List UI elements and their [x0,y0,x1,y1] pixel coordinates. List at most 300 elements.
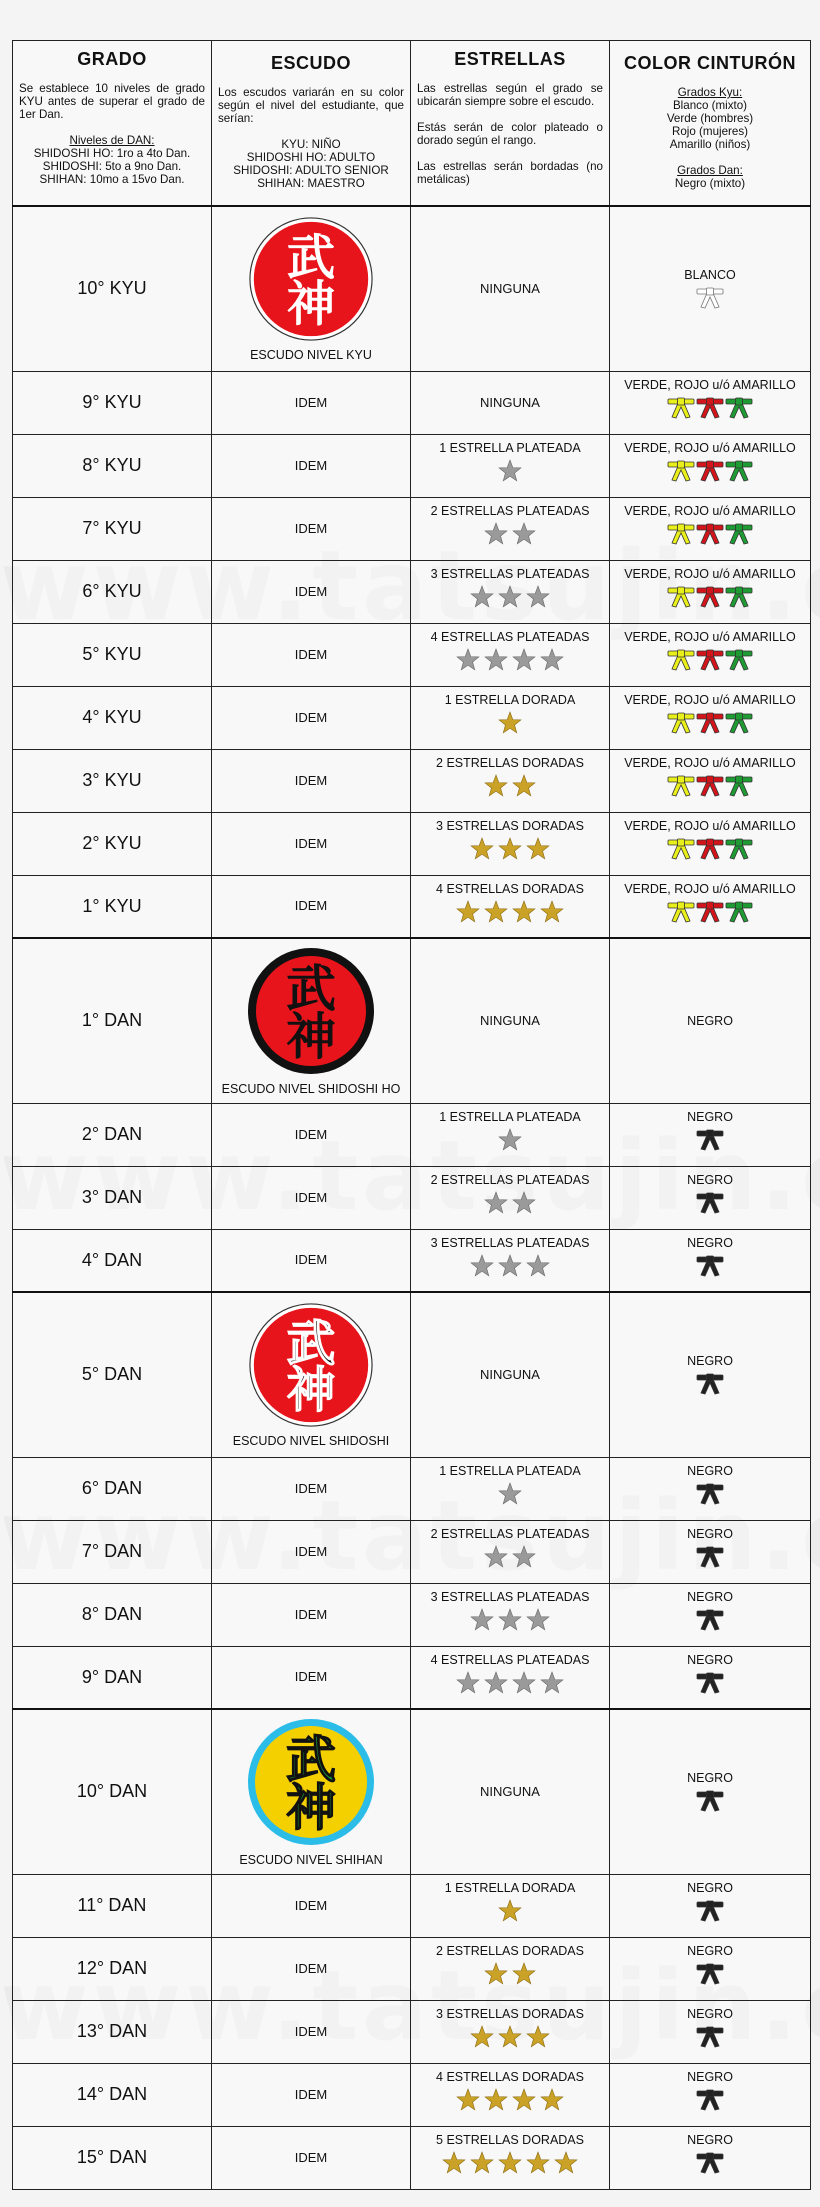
emblem-wrap [212,1302,410,1448]
grade-row [13,2063,811,2126]
idem-label: IDEM [294,1126,328,1142]
estrellas-cell [411,749,610,812]
yellow-belt-icon [667,395,695,419]
estrellas-cell [411,938,610,1103]
belts-row [696,1898,724,1922]
grado-label: 4° DAN [81,1249,143,1270]
grade-table [12,40,811,2190]
belt-wrap [610,1458,810,1505]
star-icon [498,1608,522,1632]
header-color [610,41,811,207]
belts-row [696,2150,724,2174]
stars-row [498,459,522,483]
star-icon [540,648,564,672]
stars-none-label: NINGUNA [480,1366,540,1382]
star-icon [484,1545,508,1569]
escudo-cell [212,371,411,434]
idem-label: IDEM [294,835,328,851]
star-icon [456,900,480,924]
stars-row [470,1254,550,1278]
stars-none-label: NINGUNA [480,280,540,296]
stars-label: 3 ESTRELLAS PLATEADAS [430,1235,590,1250]
star-icon [512,1671,536,1695]
grado-cell [13,2000,212,2063]
escudo-cell [212,686,411,749]
black-belt-icon [696,1371,724,1395]
green-belt-icon [725,710,753,734]
grado-label: 11° DAN [77,1895,147,1915]
idem-label: IDEM [294,1897,328,1913]
red-belt-icon [696,458,724,482]
belt-wrap [610,268,810,309]
grado-cell [13,1457,212,1520]
stars-row [498,1899,522,1923]
idem-label: IDEM [294,2149,328,2165]
grado-cell [13,938,212,1103]
cinturon-cell [610,1457,811,1520]
grade-row [13,2000,811,2063]
cinturon-cell [610,812,811,875]
estrellas-cell [411,206,610,371]
yellow-belt-icon [667,521,695,545]
green-belt-icon [725,836,753,860]
bujinkan-emblem [248,1302,374,1428]
grado-cell [13,2126,212,2189]
belts-row [696,1127,724,1151]
cinturon-cell [610,1709,811,1874]
grade-row [13,1709,811,1874]
cinturon-cell [610,2063,811,2126]
belt-label: VERDE, ROJO u/ó AMARILLO [624,692,796,707]
estrellas-cell [411,1166,610,1229]
emblem-glyph: 神 [286,1361,336,1419]
star-icon [526,1254,550,1278]
cinturon-cell [610,2126,811,2189]
belt-wrap [610,2001,810,2048]
black-belt-icon [696,1190,724,1214]
stars-label: 2 ESTRELLAS PLATEADAS [430,1526,590,1541]
estrellas-cell [411,623,610,686]
star-icon [512,522,536,546]
belt-wrap [610,813,810,860]
cinturon-cell [610,371,811,434]
header-escudo-intro: Los escudos variarán en su color según el nivel del estudiante, que serían: [218,86,404,125]
header-color-kyu-line: Verde (hombres) [666,112,754,125]
belt-label: BLANCO [684,268,736,283]
yellow-belt-icon [667,710,695,734]
cinturon-cell [610,560,811,623]
green-belt-icon [725,458,753,482]
belt-wrap [610,750,810,797]
star-icon [484,1962,508,1986]
black-belt-icon [696,2087,724,2111]
grade-row [13,2126,811,2189]
grado-cell [13,686,212,749]
stars-wrap [411,876,609,924]
black-belt-icon [696,1253,724,1277]
star-icon [540,2088,564,2112]
cinturon-cell [610,749,811,812]
yellow-belt-icon [667,836,695,860]
star-icon [498,837,522,861]
stars-wrap [411,435,609,483]
grade-row [13,1646,811,1709]
belt-label: VERDE, ROJO u/ó AMARILLO [624,377,796,392]
header-grado-dan-line: SHIHAN: 10mo a 15vo Dan. [39,173,185,186]
red-belt-icon [696,395,724,419]
stars-label: 3 ESTRELLAS DORADAS [436,2006,584,2021]
grado-label: 7° KYU [82,518,142,538]
belt-wrap [610,1354,810,1395]
black-belt-icon [696,1788,724,1812]
grado-label: 2° DAN [81,1124,143,1144]
escudo-cell [212,1166,411,1229]
grado-cell [13,749,212,812]
belt-label: NEGRO [687,1943,733,1958]
header-grado-dan-line: SHIDOSHI: 5to a 9no Dan. [42,160,182,173]
belt-wrap [610,1521,810,1568]
stars-label: 4 ESTRELLAS DORADAS [436,2069,584,2084]
idem-label: IDEM [294,1252,328,1268]
header-color-kyu-title: Grados Kyu: [677,86,743,99]
stars-row [470,2025,550,2049]
black-belt-icon [696,1961,724,1985]
bujinkan-emblem [246,1717,376,1847]
grado-cell [13,1229,212,1292]
idem-label: IDEM [294,2023,328,2039]
header-color-title: COLOR CINTURÓN [624,53,796,73]
grade-row [13,938,811,1103]
belt-wrap [610,1584,810,1631]
belts-row [667,647,753,671]
emblem-caption: ESCUDO NIVEL SHIDOSHI HO [221,1081,401,1096]
star-icon [470,1254,494,1278]
grado-cell [13,371,212,434]
stars-wrap [411,498,609,546]
grado-cell [13,1292,212,1457]
stars-wrap [411,2064,609,2112]
escudo-cell [212,1292,411,1457]
belt-label: VERDE, ROJO u/ó AMARILLO [624,440,796,455]
cinturon-cell [610,1520,811,1583]
green-belt-icon [725,899,753,923]
red-belt-icon [696,584,724,608]
idem-label: IDEM [294,646,328,662]
belt-wrap [610,687,810,734]
stars-wrap [411,1584,609,1632]
belt-wrap [610,498,810,545]
belt-label: NEGRO [687,1463,733,1478]
belt-label: NEGRO [687,2132,733,2147]
idem-label: IDEM [294,394,328,410]
escudo-cell [212,434,411,497]
stars-row [456,648,564,672]
stars-label: 1 ESTRELLA DORADA [444,1880,576,1895]
cinturon-cell [610,1646,811,1709]
stars-wrap [411,1647,609,1695]
idem-label: IDEM [294,2086,328,2102]
stars-row [484,1545,536,1569]
grado-cell [13,1103,212,1166]
cinturon-cell [610,1937,811,2000]
grado-cell [13,2063,212,2126]
header-grado-dan-title: Niveles de DAN: [69,134,155,147]
star-icon [526,837,550,861]
escudo-cell [212,812,411,875]
grado-label: 14° DAN [76,2084,148,2104]
belts-row [667,773,753,797]
red-belt-icon [696,710,724,734]
stars-wrap [411,1521,609,1569]
grade-row [13,206,811,371]
star-icon [498,1482,522,1506]
belt-wrap [610,1104,810,1151]
grado-label: 8° KYU [82,455,142,475]
grado-label: 15° DAN [76,2147,148,2167]
grado-label: 9° KYU [82,392,142,412]
stars-wrap [411,750,609,798]
grado-label: 7° DAN [81,1541,143,1561]
cinturon-cell [610,1229,811,1292]
yellow-belt-icon [667,647,695,671]
red-belt-icon [696,773,724,797]
stars-row [470,1608,550,1632]
stars-row [498,1128,522,1152]
belt-label: NEGRO [687,1354,733,1369]
estrellas-cell [411,1520,610,1583]
header-estrellas-p3: Las estrellas serán bordadas (no metálicas) [417,160,603,186]
cinturon-cell [610,2000,811,2063]
idem-label: IDEM [294,1606,328,1622]
belt-label: VERDE, ROJO u/ó AMARILLO [624,818,796,833]
grado-cell [13,560,212,623]
header-estrellas-title: ESTRELLAS [454,49,566,69]
stars-row [442,2151,578,2175]
escudo-cell [212,2000,411,2063]
stars-wrap [411,1104,609,1152]
idem-label: IDEM [294,1480,328,1496]
belt-wrap [610,372,810,419]
estrellas-cell [411,1709,610,1874]
green-belt-icon [725,584,753,608]
star-icon [498,1254,522,1278]
idem-label: IDEM [294,1189,328,1205]
grade-row [13,1583,811,1646]
belt-wrap [610,1647,810,1694]
emblem-glyph: 神 [286,1006,336,1066]
escudo-cell [212,1103,411,1166]
green-belt-icon [725,521,753,545]
escudo-cell [212,938,411,1103]
stars-label: 3 ESTRELLAS PLATEADAS [430,566,590,581]
grado-label: 9° DAN [81,1666,143,1687]
star-icon [484,2088,508,2112]
stars-wrap [411,1458,609,1506]
belt-label: VERDE, ROJO u/ó AMARILLO [624,881,796,896]
escudo-cell [212,1457,411,1520]
star-icon [484,900,508,924]
star-icon [456,1671,480,1695]
grado-cell [13,875,212,938]
idem-label: IDEM [294,1960,328,1976]
belts-row [696,1788,724,1812]
stars-row [470,837,550,861]
green-belt-icon [725,647,753,671]
grado-label: 13° DAN [76,2021,148,2041]
header-grado-dan-line: SHIDOSHI HO: 1ro a 4to Dan. [33,147,191,160]
bujinkan-emblem [248,216,374,342]
star-icon [470,585,494,609]
estrellas-cell [411,371,610,434]
escudo-cell [212,1646,411,1709]
grade-row [13,875,811,938]
header-color-kyu-line: Rojo (mujeres) [671,125,749,138]
grado-cell [13,1520,212,1583]
grado-label: 2° KYU [82,833,142,853]
star-icon [512,648,536,672]
belt-wrap [610,435,810,482]
escudo-cell [212,2126,411,2189]
grado-cell [13,1166,212,1229]
belts-row [696,1253,724,1277]
belt-label: VERDE, ROJO u/ó AMARILLO [624,629,796,644]
belt-label: NEGRO [687,2006,733,2021]
cinturon-cell [610,206,811,371]
yellow-belt-icon [667,773,695,797]
stars-row [484,1191,536,1215]
star-icon [442,2151,466,2175]
stars-wrap [411,813,609,861]
black-belt-icon [696,1898,724,1922]
cinturon-cell [610,434,811,497]
cinturon-cell [610,1292,811,1457]
emblem-caption: ESCUDO NIVEL SHIDOSHI [232,1433,390,1448]
black-belt-icon [696,2150,724,2174]
emblem-wrap [212,216,410,362]
belts-row [696,1670,724,1694]
grado-cell [13,1937,212,2000]
escudo-cell [212,1937,411,2000]
belts-row [696,2087,724,2111]
escudo-cell [212,1520,411,1583]
cinturon-cell [610,1103,811,1166]
star-icon [498,459,522,483]
grado-label: 1° DAN [81,1010,143,1031]
header-escudo-line: SHIDOSHI HO: ADULTO [246,151,376,164]
belts-row [696,1371,724,1395]
belt-label: NEGRO [687,1652,733,1667]
estrellas-cell [411,1457,610,1520]
stars-none-label: NINGUNA [480,1012,540,1028]
belt-wrap [610,1938,810,1985]
grado-cell [13,1709,212,1874]
grado-label: 10° DAN [76,1781,148,1802]
escudo-cell [212,1874,411,1937]
grado-label: 1° KYU [82,895,142,916]
grade-row [13,1292,811,1457]
belt-wrap [610,2064,810,2111]
star-icon [526,2025,550,2049]
idem-label: IDEM [294,1543,328,1559]
star-icon [512,900,536,924]
belt-label: NEGRO [687,1109,733,1124]
belts-row [696,1607,724,1631]
stars-row [484,1962,536,1986]
stars-label: 1 ESTRELLA PLATEADA [439,440,581,455]
stars-wrap [411,561,609,609]
belts-row [696,2024,724,2048]
red-belt-icon [696,836,724,860]
black-belt-icon [696,1670,724,1694]
cinturon-cell [610,686,811,749]
cinturon-cell [610,1583,811,1646]
stars-wrap [411,2127,609,2175]
estrellas-cell [411,1292,610,1457]
star-icon [498,1128,522,1152]
stars-label: 4 ESTRELLAS PLATEADAS [430,1652,590,1667]
estrellas-cell [411,1229,610,1292]
grado-label: 6° DAN [81,1478,143,1498]
cinturon-cell [610,497,811,560]
star-icon [526,2151,550,2175]
header-color-dan-title: Grados Dan: [677,164,743,177]
star-icon [498,1899,522,1923]
estrellas-cell [411,560,610,623]
grade-row [13,623,811,686]
stars-row [498,711,522,735]
belt-label: VERDE, ROJO u/ó AMARILLO [624,503,796,518]
green-belt-icon [725,773,753,797]
belts-row [696,1481,724,1505]
star-icon [540,900,564,924]
escudo-cell [212,497,411,560]
cinturon-cell [610,875,811,938]
belts-row [667,710,753,734]
estrellas-cell [411,2063,610,2126]
estrellas-cell [411,1646,610,1709]
emblem-glyph: 武 [286,1314,336,1372]
stars-label: 2 ESTRELLAS PLATEADAS [430,1172,590,1187]
stars-row [456,1671,564,1695]
idem-label: IDEM [294,898,328,914]
belt-wrap [610,2127,810,2174]
black-belt-icon [696,2024,724,2048]
star-icon [512,2088,536,2112]
star-icon [470,1608,494,1632]
star-icon [470,2151,494,2175]
belts-row [696,285,724,309]
stars-label: 4 ESTRELLAS PLATEADAS [430,629,590,644]
belts-row [667,899,753,923]
grade-row [13,371,811,434]
black-belt-icon [696,1481,724,1505]
header-escudo-line: SHIHAN: MAESTRO [257,177,365,190]
header-color-dan-line: Negro (mixto) [674,177,746,190]
stars-label: 3 ESTRELLAS PLATEADAS [430,1589,590,1604]
star-icon [484,1671,508,1695]
grade-row [13,1229,811,1292]
estrellas-cell [411,497,610,560]
header-grado [13,41,212,207]
grade-row [13,749,811,812]
belt-label: NEGRO [687,1880,733,1895]
yellow-belt-icon [667,899,695,923]
belts-row [696,1544,724,1568]
grade-row [13,497,811,560]
header-grado-intro: Se establece 10 niveles de grado KYU antes de superar el grado de 1er Dan. [19,82,205,121]
stars-row [456,900,564,924]
grado-label: 6° KYU [82,581,142,601]
